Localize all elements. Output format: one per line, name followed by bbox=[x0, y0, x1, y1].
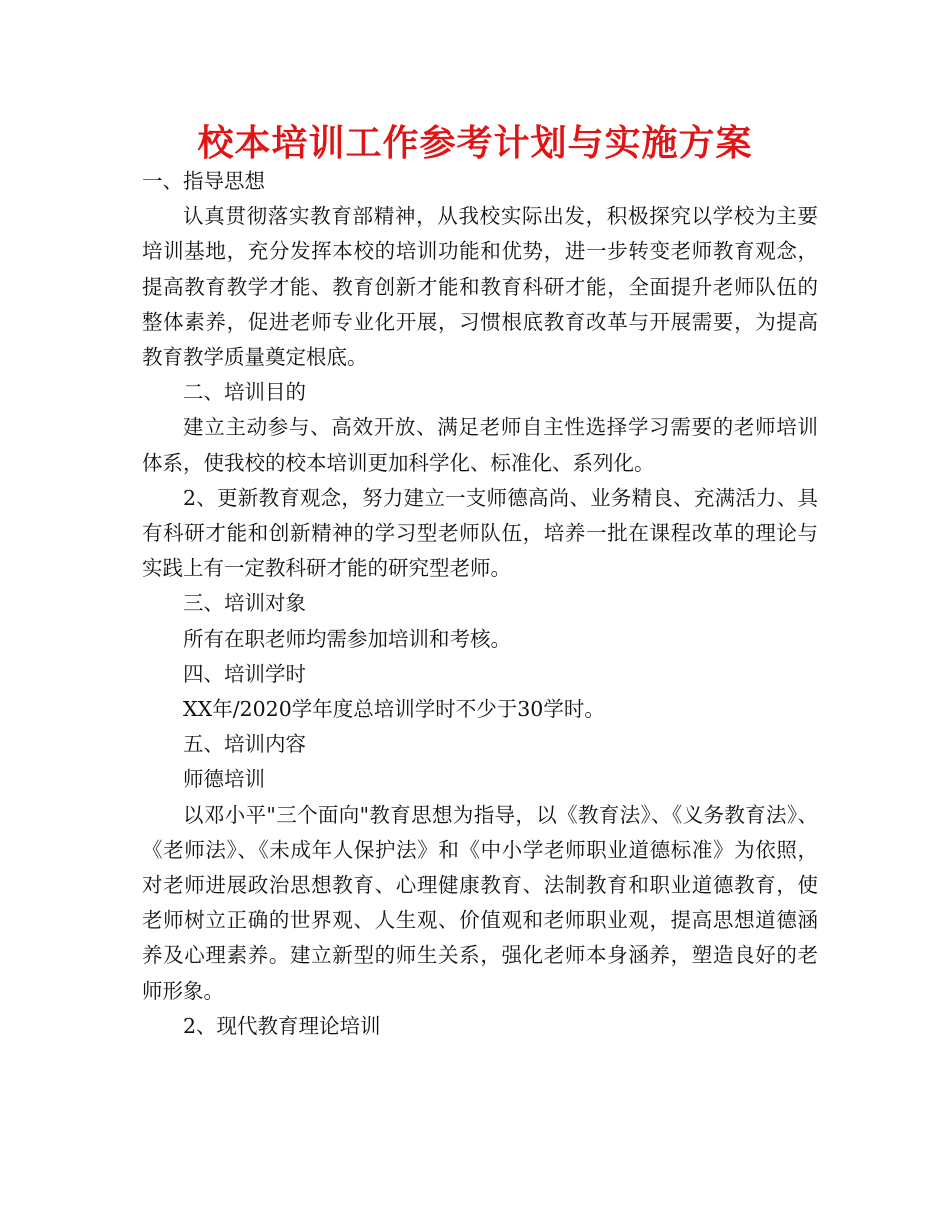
paragraph-ethics-training: 以邓小平"三个面向"教育思想为指导，以《教育法》、《义务教育法》、《老师法》、《未成年人保护法》和《中小学老师职业道德标准》为依照，对老师进展政治思想教育、心理健康教育、法制教育和职业道德教育，使老师树立正确的世界观、人生观、价值观和老师职业观，提高思想道德涵养及心理素养。建立新型的师生关系，强化老师本身涵养，塑造良好的老师形象。 bbox=[142, 802, 818, 1003]
section-heading-training-content: 五、培训内容 bbox=[183, 732, 306, 757]
subheading-ethics-training: 师德培训 bbox=[183, 767, 265, 792]
section-heading-training-purpose: 二、培训目的 bbox=[183, 380, 306, 405]
section-heading-guiding-thought: 一、指导思想 bbox=[142, 169, 265, 193]
paragraph-training-purpose-2: 2、更新教育观念，努力建立一支师德高尚、业务精良、充满活力、具有科研才能和创新精神的学习型老师队伍，培养一批在课程改革的理论与实践上有一定教科研才能的研究型老师。 bbox=[142, 485, 818, 581]
paragraph-training-target: 所有在职老师均需参加培训和考核。 bbox=[183, 626, 511, 651]
section-heading-training-hours: 四、培训学时 bbox=[183, 661, 306, 686]
subheading-modern-theory-training: 2、现代教育理论培训 bbox=[183, 1013, 381, 1038]
paragraph-guiding-thought: 认真贯彻落实教育部精神，从我校实际出发，积极探究以学校为主要培训基地，充分发挥本校的培训功能和优势，进一步转变老师教育观念，提高教育教学才能、教育创新才能和教育科研才能，全面提升老师队伍的整体素养，促进老师专业化开展，习惯根底教育改革与开展需要，为提高教育教学质量奠定根底。 bbox=[142, 204, 818, 370]
section-heading-training-target: 三、培训对象 bbox=[183, 591, 306, 616]
paragraph-training-purpose: 建立主动参与、高效开放、满足老师自主性选择学习需要的老师培训体系，使我校的校本培训更加科学化、标准化、系列化。 bbox=[142, 415, 818, 475]
document-body bbox=[142, 164, 818, 1044]
document-title: 校本培训工作参考计划与实施方案 bbox=[197, 123, 753, 164]
paragraph-training-hours: XX年/2020学年度总培训学时不少于30学时。 bbox=[183, 697, 605, 722]
